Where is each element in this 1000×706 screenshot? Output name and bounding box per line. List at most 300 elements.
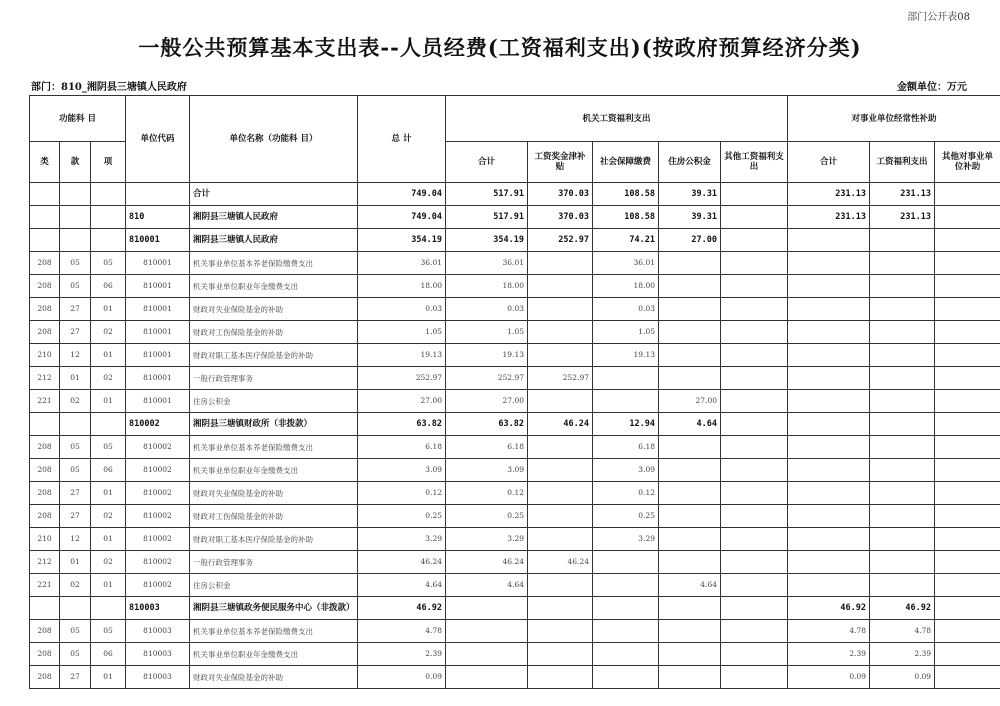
cell-kuan: [60, 597, 91, 620]
cell-xiang: 01: [91, 482, 126, 505]
cell-org-bonus: [528, 574, 593, 597]
budget-table: [29, 95, 1000, 689]
cell-org-social: 1.05: [593, 321, 659, 344]
cell-code: 810001: [126, 321, 190, 344]
cell-org-total: 4.64: [446, 574, 528, 597]
table-row: [30, 229, 1000, 252]
cell-org-bonus: [528, 482, 593, 505]
cell-org-social: 108.58: [593, 206, 659, 229]
cell-sub-wage: [870, 367, 935, 390]
table-row: [30, 482, 1000, 505]
cell-name: 财政对工伤保险基金的补助: [190, 321, 358, 344]
cell-sub-wage: 231.13: [870, 206, 935, 229]
table-row: [30, 528, 1000, 551]
cell-kuan: 02: [60, 390, 91, 413]
cell-org-housing: [659, 298, 721, 321]
cell-org-bonus: [528, 620, 593, 643]
header-org-other: 其他工资福利支出: [721, 142, 788, 183]
cell-total: 46.24: [358, 551, 446, 574]
cell-sub-wage: 231.13: [870, 183, 935, 206]
cell-org-other: [721, 344, 788, 367]
cell-xiang: 02: [91, 505, 126, 528]
cell-org-other: [721, 482, 788, 505]
cell-name: 住房公积金: [190, 574, 358, 597]
cell-sub-other: [935, 390, 1000, 413]
cell-code: 810003: [126, 597, 190, 620]
cell-org-bonus: [528, 390, 593, 413]
cell-name: 湘阴县三塘镇人民政府: [190, 206, 358, 229]
cell-org-bonus: [528, 505, 593, 528]
cell-name: 合计: [190, 183, 358, 206]
cell-kuan: 27: [60, 505, 91, 528]
cell-sub-other: [935, 528, 1000, 551]
cell-org-social: [593, 367, 659, 390]
cell-sub-wage: [870, 528, 935, 551]
cell-total: 354.19: [358, 229, 446, 252]
cell-sub-other: [935, 206, 1000, 229]
cell-sub-wage: [870, 321, 935, 344]
cell-kuan: 05: [60, 643, 91, 666]
cell-xiang: 02: [91, 321, 126, 344]
table-row: [30, 390, 1000, 413]
cell-kuan: 05: [60, 275, 91, 298]
table-body: [30, 183, 1000, 689]
cell-name: 财政对失业保险基金的补助: [190, 482, 358, 505]
cell-code: 810003: [126, 620, 190, 643]
cell-sub-total: 0.09: [788, 666, 870, 689]
cell-kuan: [60, 413, 91, 436]
table-row: [30, 183, 1000, 206]
table-row: [30, 344, 1000, 367]
cell-sub-other: [935, 344, 1000, 367]
cell-kuan: 12: [60, 344, 91, 367]
cell-total: 2.39: [358, 643, 446, 666]
cell-lei: 208: [30, 459, 60, 482]
cell-xiang: 02: [91, 367, 126, 390]
cell-org-other: [721, 390, 788, 413]
cell-org-total: 27.00: [446, 390, 528, 413]
cell-org-other: [721, 206, 788, 229]
header-sub-other: 其他对事业单位补助: [935, 142, 1000, 183]
cell-name: 机关事业单位基本养老保险缴费支出: [190, 252, 358, 275]
cell-org-other: [721, 252, 788, 275]
cell-code: 810001: [126, 252, 190, 275]
cell-sub-other: [935, 482, 1000, 505]
cell-total: 3.09: [358, 459, 446, 482]
cell-lei: 208: [30, 321, 60, 344]
cell-sub-wage: [870, 229, 935, 252]
cell-total: 1.05: [358, 321, 446, 344]
cell-sub-total: [788, 413, 870, 436]
cell-name: 财政对职工基本医疗保险基金的补助: [190, 344, 358, 367]
header-org-social: 社会保障缴费: [593, 142, 659, 183]
cell-sub-other: [935, 505, 1000, 528]
cell-org-bonus: [528, 597, 593, 620]
table-row: [30, 321, 1000, 344]
cell-sub-total: [788, 482, 870, 505]
cell-code: 810001: [126, 298, 190, 321]
cell-xiang: [91, 183, 126, 206]
cell-total: 4.64: [358, 574, 446, 597]
cell-org-social: 6.18: [593, 436, 659, 459]
table-row: [30, 367, 1000, 390]
cell-sub-wage: [870, 252, 935, 275]
page-title: 一般公共预算基本支出表--人员经费(工资福利支出)(按政府预算经济分类): [138, 35, 862, 60]
cell-org-other: [721, 321, 788, 344]
cell-sub-wage: [870, 413, 935, 436]
cell-org-social: 108.58: [593, 183, 659, 206]
cell-lei: 208: [30, 275, 60, 298]
cell-code: 810002: [126, 551, 190, 574]
cell-org-housing: [659, 321, 721, 344]
cell-org-social: [593, 551, 659, 574]
cell-sub-total: [788, 459, 870, 482]
cell-org-bonus: [528, 436, 593, 459]
header-org-bonus: 工资奖金津补贴: [528, 142, 593, 183]
cell-org-housing: 27.00: [659, 390, 721, 413]
cell-sub-total: [788, 551, 870, 574]
cell-total: 46.92: [358, 597, 446, 620]
cell-sub-total: [788, 528, 870, 551]
cell-name: 一般行政管理事务: [190, 551, 358, 574]
cell-org-social: 0.03: [593, 298, 659, 321]
table-row: [30, 666, 1000, 689]
cell-lei: 212: [30, 367, 60, 390]
cell-code: 810002: [126, 574, 190, 597]
cell-name: 湘阴县三塘镇人民政府: [190, 229, 358, 252]
cell-org-social: [593, 574, 659, 597]
cell-total: 749.04: [358, 183, 446, 206]
cell-org-housing: [659, 344, 721, 367]
cell-sub-other: [935, 298, 1000, 321]
cell-org-total: 0.25: [446, 505, 528, 528]
cell-sub-other: [935, 321, 1000, 344]
table-row: [30, 551, 1000, 574]
cell-org-other: [721, 229, 788, 252]
cell-xiang: 01: [91, 298, 126, 321]
cell-sub-total: [788, 321, 870, 344]
cell-org-bonus: 46.24: [528, 551, 593, 574]
cell-lei: 208: [30, 620, 60, 643]
cell-org-total: 517.91: [446, 183, 528, 206]
cell-org-other: [721, 574, 788, 597]
cell-sub-total: [788, 229, 870, 252]
cell-org-bonus: [528, 275, 593, 298]
cell-code: [126, 183, 190, 206]
cell-name: 财政对失业保险基金的补助: [190, 298, 358, 321]
cell-code: 810: [126, 206, 190, 229]
cell-org-social: [593, 620, 659, 643]
cell-xiang: 05: [91, 620, 126, 643]
cell-org-other: [721, 367, 788, 390]
cell-org-housing: [659, 620, 721, 643]
table-row: [30, 574, 1000, 597]
cell-xiang: 06: [91, 643, 126, 666]
cell-org-total: 517.91: [446, 206, 528, 229]
cell-org-housing: [659, 482, 721, 505]
cell-lei: 210: [30, 344, 60, 367]
cell-sub-total: [788, 275, 870, 298]
cell-sub-wage: 0.09: [870, 666, 935, 689]
cell-org-other: [721, 298, 788, 321]
cell-kuan: 27: [60, 482, 91, 505]
cell-lei: 208: [30, 298, 60, 321]
header-kuan: 款: [60, 142, 91, 183]
cell-kuan: 01: [60, 367, 91, 390]
cell-total: 19.13: [358, 344, 446, 367]
cell-org-social: [593, 390, 659, 413]
cell-sub-total: [788, 505, 870, 528]
cell-total: 3.29: [358, 528, 446, 551]
cell-org-total: 19.13: [446, 344, 528, 367]
cell-kuan: [60, 183, 91, 206]
cell-lei: [30, 183, 60, 206]
cell-kuan: 05: [60, 436, 91, 459]
cell-name: 一般行政管理事务: [190, 367, 358, 390]
cell-name: 机关事业单位职业年金缴费支出: [190, 275, 358, 298]
cell-org-social: 18.00: [593, 275, 659, 298]
cell-code: 810001: [126, 367, 190, 390]
header-func-subject: 功能科 目: [30, 96, 126, 142]
cell-org-housing: [659, 275, 721, 298]
cell-sub-wage: 2.39: [870, 643, 935, 666]
cell-org-total: 63.82: [446, 413, 528, 436]
table-row: [30, 275, 1000, 298]
cell-org-housing: [659, 643, 721, 666]
cell-name: 财政对职工基本医疗保险基金的补助: [190, 528, 358, 551]
cell-total: 63.82: [358, 413, 446, 436]
cell-name: 湘阴县三塘镇财政所（非拨款）: [190, 413, 358, 436]
cell-name: 机关事业单位基本养老保险缴费支出: [190, 436, 358, 459]
table-row: [30, 620, 1000, 643]
cell-sub-wage: 4.78: [870, 620, 935, 643]
cell-org-bonus: 370.03: [528, 206, 593, 229]
cell-sub-total: [788, 436, 870, 459]
header-unit-code: 单位代码: [126, 96, 190, 183]
cell-kuan: 27: [60, 321, 91, 344]
cell-org-total: 3.09: [446, 459, 528, 482]
cell-name: 机关事业单位职业年金缴费支出: [190, 459, 358, 482]
cell-total: 0.09: [358, 666, 446, 689]
cell-lei: 208: [30, 643, 60, 666]
cell-lei: [30, 597, 60, 620]
cell-sub-wage: [870, 344, 935, 367]
department-label: 部门：810_湘阴县三塘镇人民政府: [31, 82, 187, 93]
cell-org-housing: 4.64: [659, 413, 721, 436]
cell-org-total: 0.12: [446, 482, 528, 505]
cell-org-total: [446, 643, 528, 666]
cell-lei: [30, 229, 60, 252]
cell-sub-other: [935, 643, 1000, 666]
cell-code: 810002: [126, 482, 190, 505]
table-row: [30, 597, 1000, 620]
cell-org-other: [721, 413, 788, 436]
cell-kuan: 02: [60, 574, 91, 597]
amount-unit-label: 金额单位：万元: [897, 82, 967, 93]
cell-org-total: 18.00: [446, 275, 528, 298]
cell-sub-total: 231.13: [788, 183, 870, 206]
table-row: [30, 413, 1000, 436]
cell-total: 4.78: [358, 620, 446, 643]
header-total: 总 计: [358, 96, 446, 183]
cell-xiang: [91, 413, 126, 436]
cell-sub-other: [935, 574, 1000, 597]
cell-org-other: [721, 666, 788, 689]
cell-lei: 208: [30, 252, 60, 275]
cell-org-bonus: [528, 321, 593, 344]
cell-sub-wage: [870, 551, 935, 574]
cell-sub-wage: [870, 390, 935, 413]
cell-lei: 221: [30, 574, 60, 597]
cell-sub-other: [935, 666, 1000, 689]
header-org-housing: 住房公积金: [659, 142, 721, 183]
cell-sub-total: [788, 367, 870, 390]
cell-sub-other: [935, 597, 1000, 620]
cell-sub-wage: [870, 505, 935, 528]
cell-kuan: 12: [60, 528, 91, 551]
cell-org-other: [721, 183, 788, 206]
cell-org-housing: 4.64: [659, 574, 721, 597]
cell-lei: 208: [30, 436, 60, 459]
cell-lei: 210: [30, 528, 60, 551]
cell-org-social: 19.13: [593, 344, 659, 367]
cell-sub-other: [935, 229, 1000, 252]
cell-sub-wage: 46.92: [870, 597, 935, 620]
cell-xiang: 02: [91, 551, 126, 574]
cell-org-bonus: 252.97: [528, 229, 593, 252]
cell-sub-total: 2.39: [788, 643, 870, 666]
cell-sub-total: [788, 298, 870, 321]
cell-code: 810002: [126, 459, 190, 482]
cell-kuan: 27: [60, 298, 91, 321]
cell-org-housing: [659, 367, 721, 390]
cell-org-total: 0.03: [446, 298, 528, 321]
cell-org-bonus: 46.24: [528, 413, 593, 436]
cell-code: 810001: [126, 275, 190, 298]
cell-org-bonus: 252.97: [528, 367, 593, 390]
cell-sub-other: [935, 551, 1000, 574]
cell-sub-total: [788, 390, 870, 413]
cell-sub-wage: [870, 482, 935, 505]
cell-org-social: 74.21: [593, 229, 659, 252]
cell-lei: [30, 206, 60, 229]
cell-xiang: [91, 229, 126, 252]
cell-org-social: 12.94: [593, 413, 659, 436]
header-lei: 类: [30, 142, 60, 183]
cell-org-total: [446, 597, 528, 620]
cell-sub-other: [935, 436, 1000, 459]
cell-org-bonus: 370.03: [528, 183, 593, 206]
cell-xiang: 06: [91, 459, 126, 482]
cell-code: 810001: [126, 229, 190, 252]
cell-xiang: 01: [91, 528, 126, 551]
cell-org-bonus: [528, 666, 593, 689]
cell-sub-total: 46.92: [788, 597, 870, 620]
cell-org-bonus: [528, 298, 593, 321]
cell-xiang: 05: [91, 252, 126, 275]
cell-code: 810001: [126, 344, 190, 367]
cell-sub-wage: [870, 298, 935, 321]
cell-total: 0.12: [358, 482, 446, 505]
cell-xiang: 01: [91, 390, 126, 413]
cell-org-bonus: [528, 528, 593, 551]
table-row: [30, 436, 1000, 459]
cell-org-housing: [659, 666, 721, 689]
table-row: [30, 643, 1000, 666]
cell-xiang: 01: [91, 666, 126, 689]
table-row: [30, 505, 1000, 528]
cell-total: 0.03: [358, 298, 446, 321]
cell-org-housing: [659, 528, 721, 551]
cell-name: 财政对工伤保险基金的补助: [190, 505, 358, 528]
header-xiang: 项: [91, 142, 126, 183]
cell-xiang: 01: [91, 574, 126, 597]
cell-org-housing: 39.31: [659, 183, 721, 206]
cell-sub-total: [788, 344, 870, 367]
cell-org-bonus: [528, 252, 593, 275]
cell-kuan: 05: [60, 252, 91, 275]
cell-total: 749.04: [358, 206, 446, 229]
cell-sub-total: 231.13: [788, 206, 870, 229]
cell-org-other: [721, 436, 788, 459]
cell-sub-total: [788, 252, 870, 275]
cell-kuan: [60, 229, 91, 252]
cell-org-bonus: [528, 459, 593, 482]
cell-org-other: [721, 275, 788, 298]
cell-total: 252.97: [358, 367, 446, 390]
table-row: [30, 298, 1000, 321]
cell-sub-total: [788, 574, 870, 597]
cell-sub-wage: [870, 574, 935, 597]
cell-org-total: 6.18: [446, 436, 528, 459]
cell-org-total: 354.19: [446, 229, 528, 252]
cell-lei: [30, 413, 60, 436]
cell-name: 湘阴县三塘镇政务便民服务中心（非拨款）: [190, 597, 358, 620]
cell-sub-wage: [870, 459, 935, 482]
cell-xiang: 01: [91, 344, 126, 367]
cell-lei: 221: [30, 390, 60, 413]
cell-org-housing: [659, 505, 721, 528]
cell-org-social: [593, 666, 659, 689]
table-row: [30, 206, 1000, 229]
cell-name: 机关事业单位基本养老保险缴费支出: [190, 620, 358, 643]
cell-code: 810003: [126, 666, 190, 689]
cell-org-housing: 39.31: [659, 206, 721, 229]
cell-total: 18.00: [358, 275, 446, 298]
cell-kuan: 05: [60, 459, 91, 482]
cell-org-housing: [659, 252, 721, 275]
cell-org-other: [721, 459, 788, 482]
header-sub-wage: 工资福利支出: [870, 142, 935, 183]
cell-org-housing: [659, 551, 721, 574]
cell-sub-other: [935, 252, 1000, 275]
header-sub-total: 合计: [788, 142, 870, 183]
cell-xiang: [91, 597, 126, 620]
header-unit-name: 单位名称（功能科 目）: [190, 96, 358, 183]
cell-org-total: 1.05: [446, 321, 528, 344]
cell-org-social: [593, 597, 659, 620]
cell-total: 0.25: [358, 505, 446, 528]
cell-sub-other: [935, 367, 1000, 390]
cell-total: 6.18: [358, 436, 446, 459]
cell-lei: 212: [30, 551, 60, 574]
table-row: [30, 252, 1000, 275]
cell-name: 住房公积金: [190, 390, 358, 413]
cell-code: 810003: [126, 643, 190, 666]
cell-sub-other: [935, 413, 1000, 436]
cell-sub-other: [935, 620, 1000, 643]
cell-sub-other: [935, 275, 1000, 298]
